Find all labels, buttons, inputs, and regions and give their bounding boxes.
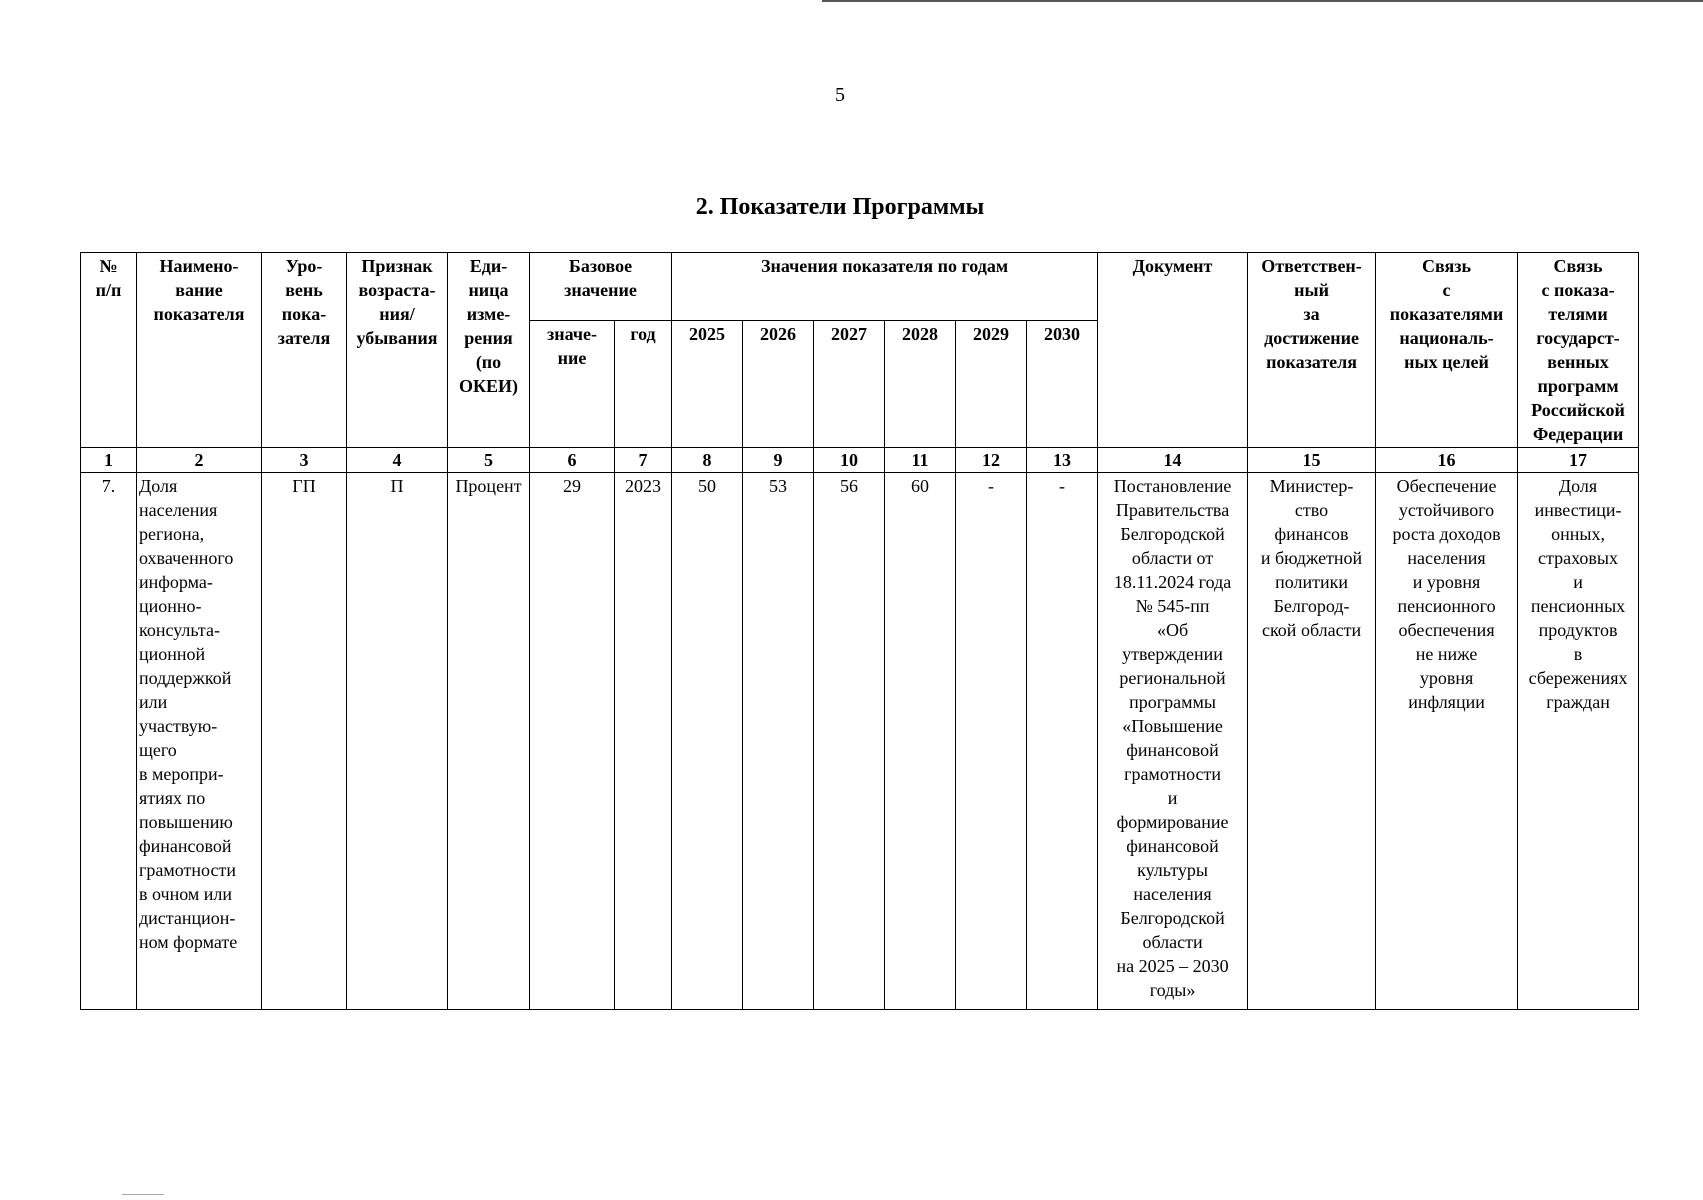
scan-mark bbox=[122, 1194, 164, 1195]
cell-num: 7. bbox=[81, 473, 137, 1010]
header-num: № п/п bbox=[81, 253, 137, 448]
header-trend: Признак возраста- ния/ убывания bbox=[347, 253, 448, 448]
column-number: 7 bbox=[615, 448, 672, 473]
section-title: 2. Показатели Программы bbox=[695, 194, 985, 220]
cell-value-2030: - bbox=[1027, 473, 1098, 1010]
top-rule bbox=[822, 0, 1703, 2]
header-national-goals: Связь с показателями националь- ных целей bbox=[1376, 253, 1518, 448]
cell-indicator-name: Доля населения региона, охваченного информа- ционно- консульта- ционной поддержкой или участвую- щего в меропри- ятиях по повышению финансовой грамотности в очном или дистанцион- ном формате bbox=[137, 473, 262, 1010]
header-year-2030: 2030 bbox=[1027, 321, 1098, 448]
cell-value-2027: 56 bbox=[814, 473, 885, 1010]
header-level: Уро- вень пока- зателя bbox=[262, 253, 347, 448]
cell-unit: Процент bbox=[448, 473, 530, 1010]
header-unit: Еди- ница изме- рения (по ОКЕИ) bbox=[448, 253, 530, 448]
column-number: 11 bbox=[885, 448, 956, 473]
header-year-2028: 2028 bbox=[885, 321, 956, 448]
cell-base-value: 29 bbox=[530, 473, 615, 1010]
header-year-2025: 2025 bbox=[672, 321, 743, 448]
header-name: Наимено- вание показателя bbox=[137, 253, 262, 448]
page-number: 5 bbox=[835, 84, 845, 106]
column-number: 2 bbox=[137, 448, 262, 473]
cell-trend: П bbox=[347, 473, 448, 1010]
cell-value-2025: 50 bbox=[672, 473, 743, 1010]
indicators-table bbox=[80, 252, 1639, 1010]
table-row bbox=[81, 473, 1639, 1010]
cell-responsible: Министер- ство финансов и бюджетной политики Белгород- ской области bbox=[1248, 473, 1376, 1010]
column-number: 17 bbox=[1518, 448, 1639, 473]
cell-value-2029: - bbox=[956, 473, 1027, 1010]
column-number: 5 bbox=[448, 448, 530, 473]
header-base: Базовое значение bbox=[530, 253, 672, 321]
column-number: 6 bbox=[530, 448, 615, 473]
column-number: 8 bbox=[672, 448, 743, 473]
cell-state-programs: Доля инвестици- онных, страховых и пенсионных продуктов в сбережениях граждан bbox=[1518, 473, 1639, 1010]
header-row-1 bbox=[81, 253, 1639, 321]
header-document: Документ bbox=[1098, 253, 1248, 448]
header-year-2027: 2027 bbox=[814, 321, 885, 448]
column-number: 3 bbox=[262, 448, 347, 473]
column-number: 16 bbox=[1376, 448, 1518, 473]
column-number: 12 bbox=[956, 448, 1027, 473]
column-number: 1 bbox=[81, 448, 137, 473]
header-year-2026: 2026 bbox=[743, 321, 814, 448]
header-year-2029: 2029 bbox=[956, 321, 1027, 448]
cell-value-2028: 60 bbox=[885, 473, 956, 1010]
cell-base-year: 2023 bbox=[615, 473, 672, 1010]
column-number: 14 bbox=[1098, 448, 1248, 473]
header-responsible: Ответствен- ный за достижение показателя bbox=[1248, 253, 1376, 448]
cell-document: Постановление Правительства Белгородской области от 18.11.2024 года № 545-пп «Об утверждении региональной программы «Повышение финансовой грамотности и формирование финансовой культуры населения Белгородской области на 2025 – 2030 годы» bbox=[1098, 473, 1248, 1010]
header-by-years: Значения показателя по годам bbox=[672, 253, 1098, 321]
cell-national-goals: Обеспечение устойчивого роста доходов населения и уровня пенсионного обеспечения не ниже уровня инфляции bbox=[1376, 473, 1518, 1010]
column-number: 10 bbox=[814, 448, 885, 473]
header-state-programs: Связь с показа- телями государст- венных программ Российской Федерации bbox=[1518, 253, 1639, 448]
cell-level: ГП bbox=[262, 473, 347, 1010]
column-number: 4 bbox=[347, 448, 448, 473]
column-number: 9 bbox=[743, 448, 814, 473]
column-number: 13 bbox=[1027, 448, 1098, 473]
column-number: 15 bbox=[1248, 448, 1376, 473]
cell-value-2026: 53 bbox=[743, 473, 814, 1010]
header-base-value: значе- ние bbox=[530, 321, 615, 448]
header-base-year: год bbox=[615, 321, 672, 448]
column-numbers-row bbox=[81, 448, 1639, 473]
